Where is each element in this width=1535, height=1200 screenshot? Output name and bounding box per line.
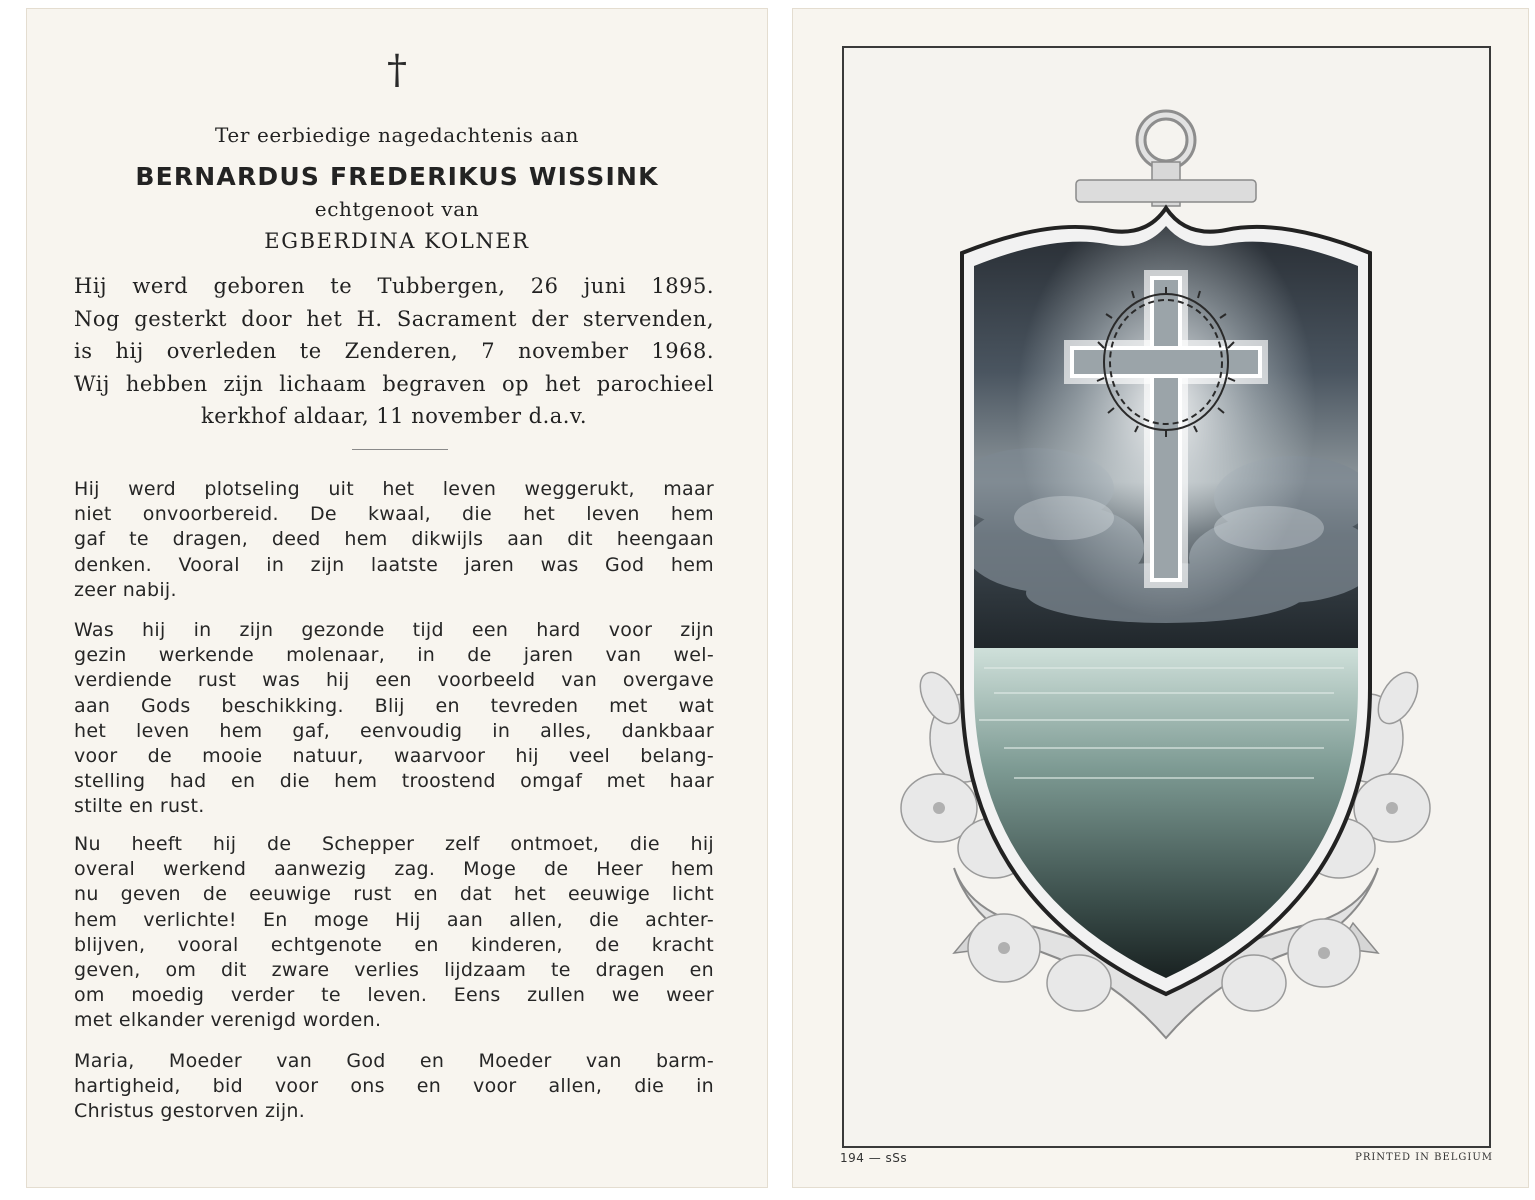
spouse-label: echtgenoot van [314, 197, 480, 221]
text-line: het leven hem gaf, eenvoudig in alles, dankbaar [74, 719, 714, 742]
text-line: Christus gestorven zijn. [74, 1100, 306, 1123]
image-card [792, 8, 1529, 1188]
text-line: stelling had en die hem troostend omgaf met haar [74, 770, 714, 793]
text-line: overal werkend aanwezig zag. Moge de Heer hem [74, 858, 714, 881]
text-line: hem verlichte! En moge Hij aan allen, die achter- [74, 908, 714, 931]
cross-icon: † [387, 47, 407, 93]
card-number: 194 — sSs [840, 1151, 908, 1165]
text-line: hartigheid, bid voor ons en voor allen, die in [74, 1075, 714, 1098]
intro-line: Ter eerbiedige nagedachtenis aan [215, 123, 579, 147]
fact-line: is hij overleden te Zenderen, 7 november 1968. [74, 339, 714, 363]
separator-rule [352, 449, 448, 450]
deceased-name: BERNARDUS FREDERIKUS WISSINK [135, 162, 659, 191]
life-facts [74, 270, 714, 433]
text-line: zeer nabij. [74, 578, 177, 601]
text-line: Hij werd plotseling uit het leven weggerukt, maar [74, 478, 714, 500]
paragraph-3 [74, 832, 714, 1034]
text-line: voor de mooie natuur, waarvoor hij veel belang- [74, 745, 714, 768]
text-line: niet onvoorbereid. De kwaal, die het leven hem [74, 503, 714, 526]
paragraph-2 [74, 618, 714, 820]
paragraph-1 [74, 477, 714, 603]
anchor-top-icon [1076, 115, 1256, 206]
fact-line: Hij werd geboren te Tubbergen, 26 juni 1895. [74, 274, 714, 298]
text-line: verdiende rust was hij een voorbeeld van overgave [74, 669, 714, 692]
text-line: stilte en rust. [74, 795, 205, 818]
text-line: gaf te dragen, deed hem dikwijls aan dit heengaan [74, 528, 714, 551]
text-line: met elkander verenigd worden. [74, 1009, 382, 1032]
text-line: gezin werkende molenaar, in de jaren van wel- [74, 644, 714, 667]
text-card [26, 8, 768, 1188]
paragraph-4 [74, 1049, 714, 1125]
text-line: blijven, vooral echtgenote en kinderen, de kracht [74, 933, 714, 956]
text-line: Maria, Moeder van God en Moeder van barm- [74, 1050, 714, 1072]
fact-line: kerkhof aldaar, 11 november d.a.v. [200, 404, 588, 428]
text-line: geven, om dit zware verlies lijdzaam te dragen en [74, 959, 714, 982]
illustration-frame [842, 46, 1491, 1148]
text-line: Was hij in zijn gezonde tijd een hard voor zijn [74, 619, 714, 641]
text-line: Nu heeft hij de Schepper zelf ontmoet, die hij [74, 833, 714, 855]
memorial-illustration [844, 48, 1489, 1146]
text-line: aan Gods beschikking. Blij en tevreden met wat [74, 694, 714, 717]
text-line: nu geven de eeuwige rust en dat het eeuwige licht [74, 883, 714, 906]
fact-line: Nog gesterkt door het H. Sacrament der stervenden, [74, 306, 714, 331]
fact-line: Wij hebben zijn lichaam begraven op het parochieel [74, 371, 714, 396]
spouse-name: EGBERDINA KOLNER [264, 229, 530, 253]
text-line: denken. Vooral in zijn laatste jaren was God hem [74, 553, 714, 576]
printer-note: PRINTED IN BELGIUM [1355, 1152, 1493, 1163]
text-line: om moedig verder te leven. Eens zullen we weer [74, 984, 714, 1007]
